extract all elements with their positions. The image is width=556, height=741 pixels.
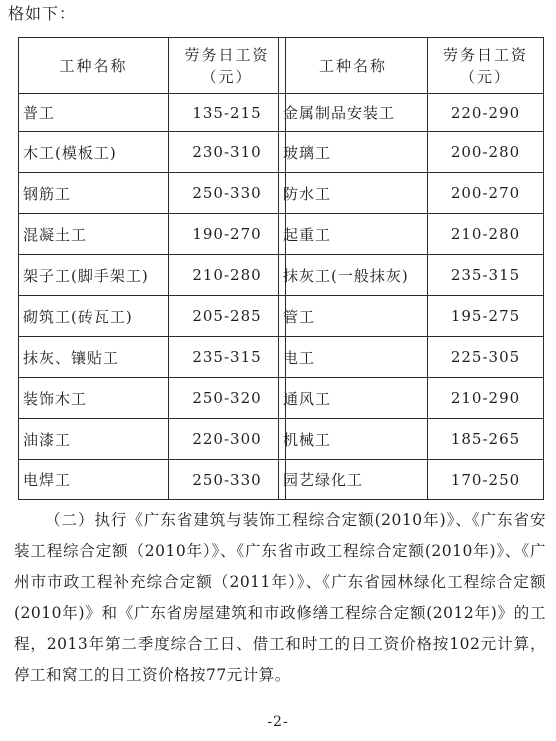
job-name-cell: 电工 bbox=[279, 337, 428, 378]
wage-range-cell: 220-300 bbox=[169, 419, 286, 460]
table-row bbox=[19, 337, 286, 378]
job-name-cell: 机械工 bbox=[279, 419, 428, 460]
table-row bbox=[279, 460, 544, 500]
table-header-row bbox=[19, 38, 286, 94]
job-name-cell: 园艺绿化工 bbox=[279, 460, 428, 500]
body-paragraph: （二）执行《广东省建筑与装饰工程综合定额(2010年)》、《广东省安装工程综合定额（2010年）》、《广东省市政工程综合定额(2010年)》、《广州市市政工程补充综合定额（2011年）》、《广东省园林绿化工程综合定额(2010年)》和《广东省房屋建筑和市政修缮工程综合定额(2012年)》的工程，2013年第二季度综合工日、借工和时工的日工资价格按102元计算，停工和窝工的日工资价格按77元计算。 bbox=[14, 510, 546, 684]
wage-range-cell: 210-280 bbox=[428, 214, 544, 255]
table-row bbox=[19, 460, 286, 500]
job-name-cell: 混凝土工 bbox=[19, 214, 169, 255]
job-name-cell: 木工(模板工) bbox=[19, 132, 169, 173]
wage-range-cell: 190-270 bbox=[169, 214, 286, 255]
wage-range-cell: 135-215 bbox=[169, 94, 286, 132]
table-row bbox=[19, 255, 286, 296]
table-row bbox=[279, 419, 544, 460]
table-row bbox=[279, 94, 544, 132]
intro-text: 格如下： bbox=[8, 4, 77, 23]
wage-range-cell: 230-310 bbox=[169, 132, 286, 173]
table-row bbox=[279, 337, 544, 378]
table-row bbox=[279, 296, 544, 337]
job-name-cell: 装饰木工 bbox=[19, 378, 169, 419]
wage-range-cell: 210-290 bbox=[428, 378, 544, 419]
table-row bbox=[19, 94, 286, 132]
wage-range-cell: 200-270 bbox=[428, 173, 544, 214]
job-name-cell: 金属制品安装工 bbox=[279, 94, 428, 132]
wage-range-cell: 170-250 bbox=[428, 460, 544, 500]
wage-range-cell: 250-330 bbox=[169, 460, 286, 500]
page-number: -2- bbox=[267, 714, 289, 730]
job-name-cell: 电焊工 bbox=[19, 460, 169, 500]
job-name-cell: 通风工 bbox=[279, 378, 428, 419]
header-daily-wage-line1: 劳务日工资 bbox=[442, 45, 528, 64]
job-name-cell: 钢筋工 bbox=[19, 173, 169, 214]
table-header-row bbox=[279, 38, 544, 94]
job-name-cell: 油漆工 bbox=[19, 419, 169, 460]
table-row bbox=[19, 132, 286, 173]
job-name-cell: 起重工 bbox=[279, 214, 428, 255]
job-name-cell: 防水工 bbox=[279, 173, 428, 214]
wage-range-cell: 205-285 bbox=[169, 296, 286, 337]
table-row bbox=[19, 296, 286, 337]
table-row bbox=[279, 132, 544, 173]
wage-range-cell: 210-280 bbox=[169, 255, 286, 296]
job-name-cell: 架子工(脚手架工) bbox=[19, 255, 169, 296]
table-row bbox=[19, 378, 286, 419]
table-row bbox=[19, 173, 286, 214]
job-name-cell: 抹灰工(一般抹灰) bbox=[279, 255, 428, 296]
table-row bbox=[279, 378, 544, 419]
header-daily-wage bbox=[428, 38, 544, 94]
wage-range-cell: 200-280 bbox=[428, 132, 544, 173]
header-daily-wage bbox=[169, 38, 286, 94]
job-name-cell: 普工 bbox=[19, 94, 169, 132]
wage-range-cell: 225-305 bbox=[428, 337, 544, 378]
header-daily-wage-unit: （元） bbox=[201, 67, 253, 86]
wage-range-cell: 185-265 bbox=[428, 419, 544, 460]
header-job-name: 工种名称 bbox=[279, 38, 428, 94]
header-job-name: 工种名称 bbox=[19, 38, 169, 94]
wage-range-cell: 220-290 bbox=[428, 94, 544, 132]
header-daily-wage-unit: （元） bbox=[459, 67, 511, 86]
job-name-cell: 抹灰、镶贴工 bbox=[19, 337, 169, 378]
wage-range-cell: 250-330 bbox=[169, 173, 286, 214]
wage-range-cell: 195-275 bbox=[428, 296, 544, 337]
table-row bbox=[19, 214, 286, 255]
job-name-cell: 管工 bbox=[279, 296, 428, 337]
table-row bbox=[19, 419, 286, 460]
job-name-cell: 砌筑工(砖瓦工) bbox=[19, 296, 169, 337]
wage-range-cell: 235-315 bbox=[428, 255, 544, 296]
wage-table-right bbox=[278, 37, 544, 500]
job-name-cell: 玻璃工 bbox=[279, 132, 428, 173]
header-daily-wage-line1: 劳务日工资 bbox=[184, 45, 270, 64]
wage-range-cell: 250-320 bbox=[169, 378, 286, 419]
table-row bbox=[279, 255, 544, 296]
table-row bbox=[279, 214, 544, 255]
table-row bbox=[279, 173, 544, 214]
wage-table-left bbox=[18, 37, 286, 500]
wage-range-cell: 235-315 bbox=[169, 337, 286, 378]
